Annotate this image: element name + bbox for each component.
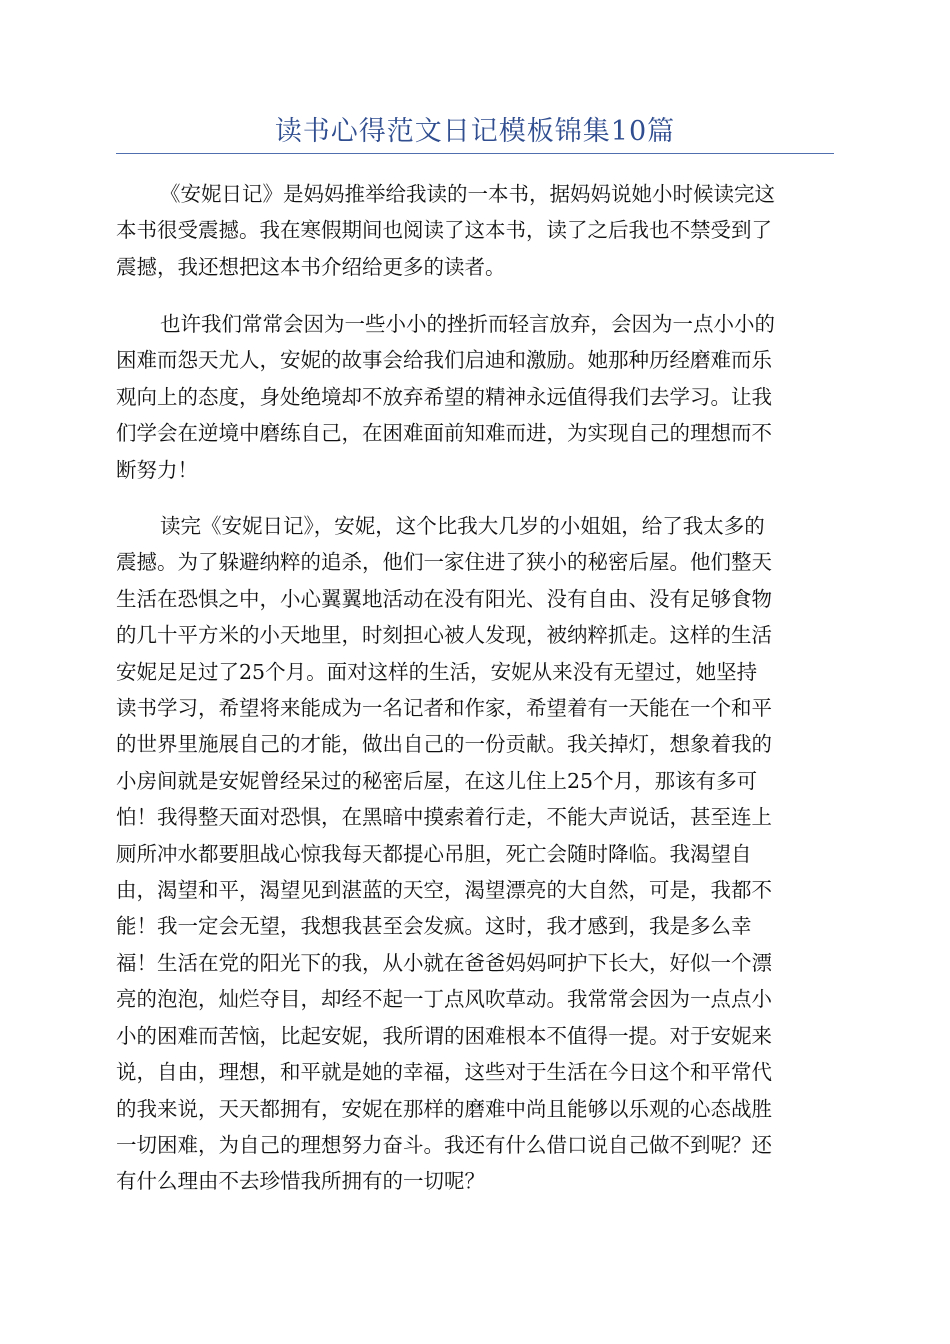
paragraph-line: 能！我一定会无望，我想我甚至会发疯。这时，我才感到，我是多么幸: [116, 914, 752, 939]
paragraph-line: 有什么理由不去珍惜我所拥有的一切呢？: [116, 1169, 485, 1194]
paragraph-line: 读书学习，希望将来能成为一名记者和作家，希望着有一天能在一个和平: [116, 696, 772, 721]
paragraph-line: 福！生活在党的阳光下的我，从小就在爸爸妈妈呵护下长大，好似一个漂: [116, 950, 772, 975]
paragraph-3: [116, 508, 834, 1200]
paragraph-line: 们学会在逆境中磨练自己，在困难面前知难而进，为实现自己的理想而不: [116, 421, 772, 446]
document-title: 读书心得范文日记模板锦集10篇: [274, 116, 676, 147]
paragraph-line: 困难而怨天尤人，安妮的故事会给我们启迪和激励。她那种历经磨难而乐: [116, 348, 772, 373]
paragraph-line: 小房间就是安妮曾经呆过的秘密后屋，在这儿住上25个月，那该有多可: [116, 768, 758, 793]
paragraph-1: [116, 176, 834, 285]
paragraph-line: 也许我们常常会因为一些小小的挫折而轻言放弃，会因为一点小小的: [160, 312, 775, 336]
paragraph-line: 小的困难而苦恼，比起安妮，我所谓的困难根本不值得一提。对于安妮来: [116, 1023, 772, 1048]
paragraph-line: 本书很受震撼。我在寒假期间也阅读了这本书，读了之后我也不禁受到了: [116, 218, 772, 243]
paragraph-line: 安妮足足过了25个月。面对这样的生活，安妮从来没有无望过，她坚持: [116, 659, 758, 684]
paragraph-line: 读完《安妮日记》，安妮，这个比我大几岁的小姐姐，给了我太多的: [160, 514, 765, 538]
paragraph-line: 的我来说，天天都拥有，安妮在那样的磨难中尚且能够以乐观的心态战胜: [116, 1096, 772, 1121]
paragraph-line: 震撼。为了躲避纳粹的追杀，他们一家住进了狭小的秘密后屋。他们整天: [116, 550, 772, 575]
paragraph-line: 观向上的态度，身处绝境却不放弃希望的精神永远值得我们去学习。让我: [116, 384, 772, 409]
title-underline: [116, 153, 834, 154]
paragraph-line: 《安妮日记》是妈妈推举给我读的一本书，据妈妈说她小时候读完这: [160, 182, 775, 206]
paragraph-line: 一切困难，为自己的理想努力奋斗。我还有什么借口说自己做不到呢？还: [116, 1132, 772, 1157]
paragraph-line: 怕！我得整天面对恐惧，在黑暗中摸索着行走，不能大声说话，甚至连上: [116, 805, 772, 830]
paragraph-line: 生活在恐惧之中，小心翼翼地活动在没有阳光、没有自由、没有足够食物: [116, 586, 772, 611]
paragraph-line: 震撼，我还想把这本书介绍给更多的读者。: [116, 254, 506, 279]
paragraph-line: 亮的泡泡，灿烂夺目，却经不起一丁点风吹草动。我常常会因为一点点小: [116, 987, 772, 1012]
paragraph-line: 说，自由，理想，和平就是她的幸福，这些对于生活在今日这个和平常代: [116, 1060, 772, 1085]
paragraph-line: 由，渴望和平，渴望见到湛蓝的天空，渴望漂亮的大自然，可是，我都不: [116, 878, 772, 903]
paragraph-line: 厕所冲水都要胆战心惊我每天都提心吊胆，死亡会随时降临。我渴望自: [116, 841, 752, 866]
paragraph-line: 断努力！: [116, 457, 198, 482]
paragraph-line: 的几十平方米的小天地里，时刻担心被人发现，被纳粹抓走。这样的生活: [116, 623, 772, 648]
paragraph-2: [116, 306, 834, 488]
paragraph-line: 的世界里施展自己的才能，做出自己的一份贡献。我关掉灯，想象着我的: [116, 732, 772, 757]
